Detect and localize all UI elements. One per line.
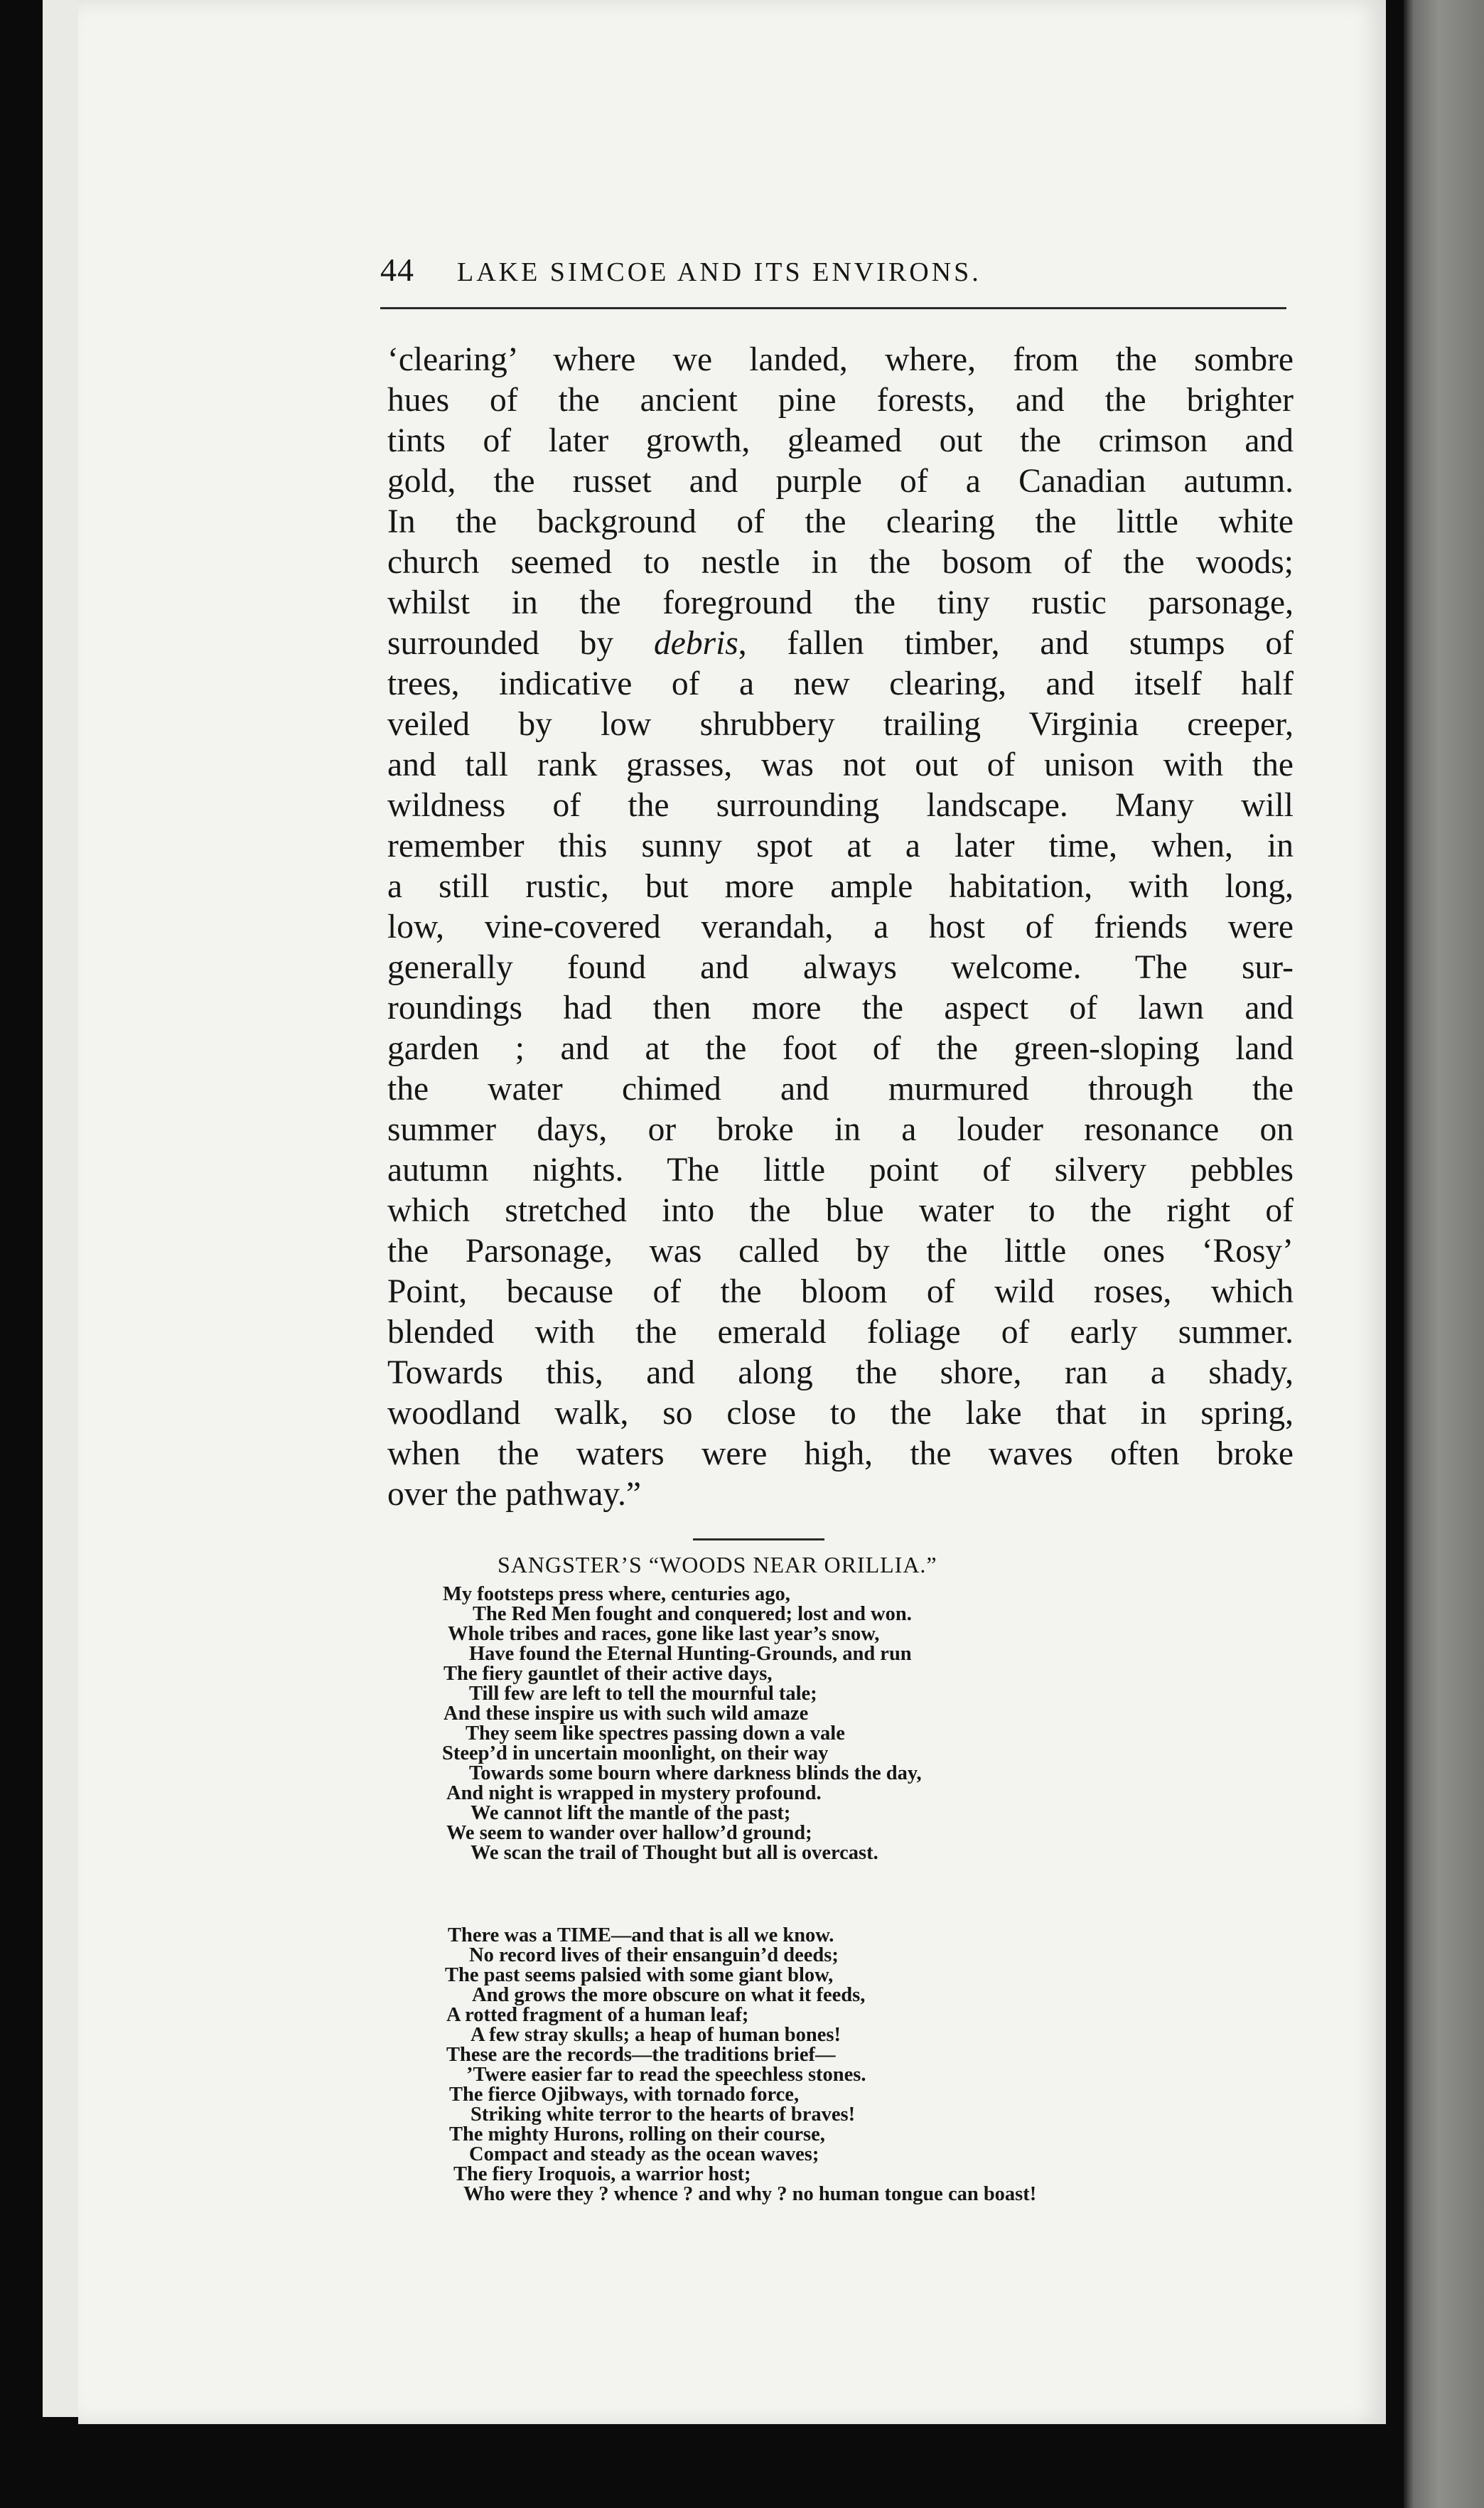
prose-line: wildness of the surrounding landscape. Many will [387,787,1294,824]
header-rule [380,307,1286,309]
poem-title: SANGSTER’S “WOODS NEAR ORILLIA.” [498,1552,937,1577]
poem-line: ’Twere easier far to read the speechless stones. [466,2064,866,2086]
prose-line: blended with the emerald foliage of early summer. [387,1314,1294,1351]
poem-line: Striking white terror to the hearts of braves! [471,2104,856,2126]
book-spine [1404,0,1484,2508]
prose-line: the water chimed and murmured through the [387,1071,1294,1108]
poem-line: The fiery gauntlet of their active days, [443,1663,773,1685]
poem-line: They seem like spectres passing down a vale [466,1722,845,1745]
prose-line: a still rustic, but more ample habitation, with long, [387,868,1294,905]
poem-line: We scan the trail of Thought but all is overcast. [471,1842,878,1864]
page-number: 44 [380,252,414,288]
prose-line: generally found and always welcome. The sur- [387,949,1294,986]
prose-line: Towards this, and along the shore, ran a shady, [387,1354,1294,1391]
prose-line: autumn nights. The little point of silvery pebbles [387,1152,1294,1189]
running-head: LAKE SIMCOE AND ITS ENVIRONS. [457,257,982,287]
poem-line: Who were they ? whence ? and why ? no human tongue can boast! [463,2183,1037,2205]
poem-line: Till few are left to tell the mournful tale; [469,1683,817,1705]
poem-line: Whole tribes and races, gone like last year’s snow, [448,1623,880,1645]
prose-line: roundings had then more the aspect of lawn and [387,990,1294,1027]
poem-line: The fiery Iroquois, a warrior host; [453,2163,751,2185]
prose-line: veiled by low shrubbery trailing Virginia creeper, [387,706,1294,743]
prose-line: and tall rank grasses, was not out of unison with the [387,746,1294,783]
prose-line: ‘clearing’ where we landed, where, from the sombre [387,341,1294,378]
poem-line: Compact and steady as the ocean waves; [469,2143,819,2165]
poem-line: Steep’d in uncertain moonlight, on their way [442,1742,829,1764]
prose-line: Point, because of the bloom of wild roses, which [387,1273,1294,1310]
prose-line: low, vine-covered verandah, a host of friends were [387,909,1294,945]
prose-line: surrounded by debris, fallen timber, and stumps of [387,625,1294,662]
poem-line: A few stray skulls; a heap of human bones! [471,2024,841,2046]
poem-line: The fierce Ojibways, with tornado force, [449,2084,800,2106]
poem-line: The mighty Hurons, rolling on their course, [449,2123,825,2145]
prose-line: garden ; and at the foot of the green-sloping land [387,1030,1294,1067]
poem-line: And night is wrapped in mystery profound. [446,1782,822,1804]
prose-line: In the background of the clearing the little white [387,503,1294,540]
prose-line: trees, indicative of a new clearing, and itself half [387,665,1294,702]
prose-line: hues of the ancient pine forests, and the brighter [387,382,1294,419]
small-caps-word: TIME [556,1924,611,1946]
poem-line: The Red Men fought and conquered; lost and won. [473,1603,912,1625]
poem-line: Towards some bourn where darkness blinds the day, [469,1762,922,1784]
prose-line: gold, the russet and purple of a Canadian autumn. [387,463,1294,500]
prose-line: over the pathway.” [387,1476,641,1513]
page-header [380,251,1290,294]
poem-line: The past seems palsied with some giant blow, [445,1964,834,1986]
prose-line: church seemed to nestle in the bosom of the woods; [387,544,1294,581]
prose-line: whilst in the foreground the tiny rustic parsonage, [387,584,1294,621]
poem-line: And grows the more obscure on what it feeds, [472,1984,866,2006]
poem-line: No record lives of their ensanguin’d deeds; [469,1944,839,1966]
poem-line: Have found the Eternal Hunting-Grounds, and run [469,1643,912,1665]
prose-line: remember this sunny spot at a later time, when, in [387,827,1294,864]
poem-line: We cannot lift the mantle of the past; [471,1802,791,1824]
poem-line: We seem to wander over hallow’d ground; [446,1822,812,1844]
prose-line: woodland walk, so close to the lake that in spring, [387,1395,1294,1432]
prose-line: which stretched into the blue water to the right of [387,1192,1294,1229]
prose-line: the Parsonage, was called by the little ones ‘Rosy’ [387,1233,1294,1270]
poem-line: There was a TIME—and that is all we know. [448,1924,834,1946]
prose-line: when the waters were high, the waves often broke [387,1435,1294,1472]
poem-line: My footsteps press where, centuries ago, [443,1583,790,1605]
poem-line: And these inspire us with such wild amaze [443,1703,809,1725]
prose-line: summer days, or broke in a louder resonance on [387,1111,1294,1148]
poem-line: A rotted fragment of a human leaf; [446,2004,749,2026]
poem-rule [693,1538,824,1540]
scan-bottom-margin [78,2424,1404,2508]
prose-paragraph [387,340,1294,1515]
italic-word: debris [654,625,738,662]
prose-line: tints of later growth, gleamed out the crimson and [387,422,1294,459]
poem-line: These are the records—the traditions brief— [446,2044,836,2066]
